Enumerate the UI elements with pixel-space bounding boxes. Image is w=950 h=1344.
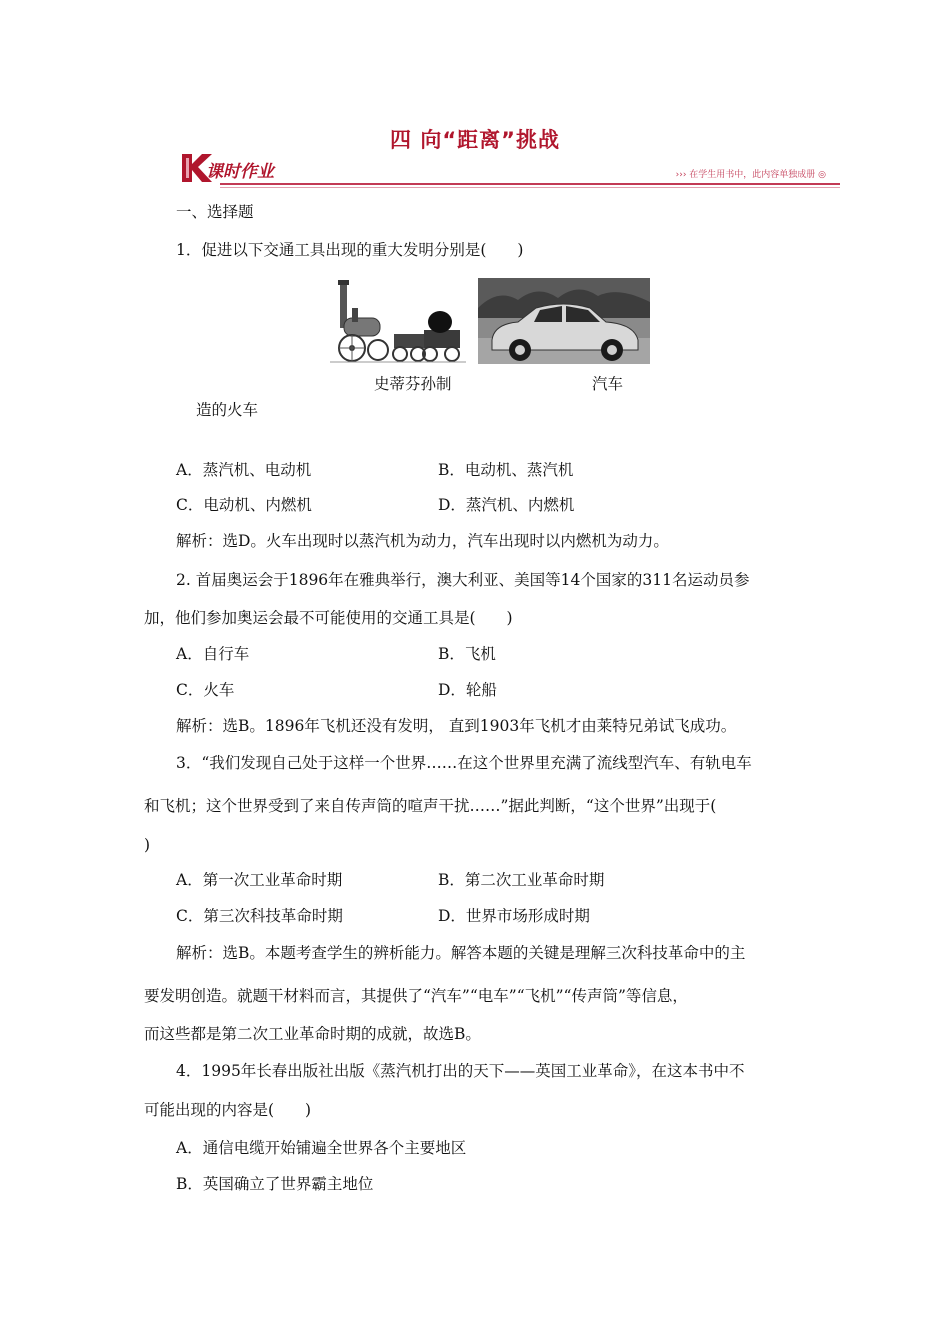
q1-option-b: B．电动机、蒸汽机 <box>438 461 574 479</box>
q4-option-a: A．通信电缆开始铺遍全世界各个主要地区 <box>176 1139 467 1157</box>
q2-option-a: A．自行车 <box>176 645 250 663</box>
q1-option-c: C．电动机、内燃机 <box>176 496 312 514</box>
page-title: 四 向“距离”挑战 <box>390 128 560 152</box>
train-caption-cont: 造的火车 <box>196 401 259 419</box>
q3-option-b: B．第二次工业革命时期 <box>438 871 605 889</box>
car-caption: 汽车 <box>592 375 624 393</box>
q1-option-a: A．蒸汽机、电动机 <box>176 461 312 479</box>
section-heading: 一、选择题 <box>176 203 254 221</box>
banner-rule <box>220 183 840 185</box>
steam-train-image <box>330 278 466 366</box>
q3-stem-line3: ) <box>144 836 151 854</box>
banner-label: 课时作业 <box>206 162 274 182</box>
q1-analysis: 解析：选D。火车出现时以蒸汽机为动力，汽车出现时以内燃机为动力。 <box>176 532 669 550</box>
q4-option-b: B．英国确立了世界霸主地位 <box>176 1175 374 1193</box>
banner-rule-thin <box>220 187 840 188</box>
q1-option-d: D．蒸汽机、内燃机 <box>438 496 575 514</box>
q3-analysis-line1: 解析：选B。本题考查学生的辨析能力。解答本题的关键是理解三次科技革命中的主 <box>176 944 746 962</box>
q2-option-b: B．飞机 <box>438 645 496 663</box>
banner-note: ››› 在学生用书中，此内容单独成册 ◎ <box>675 170 826 180</box>
q4-stem-line2: 可能出现的内容是( ) <box>144 1101 312 1119</box>
q3-stem-line1: 3．“我们发现自己处于这样一个世界……在这个世界里充满了流线型汽车、有轨电车 <box>176 754 752 772</box>
q3-option-d: D．世界市场形成时期 <box>438 907 590 925</box>
q3-analysis-line3: 而这些都是第二次工业革命时期的成就，故选B。 <box>144 1025 481 1043</box>
q2-stem-line2: 加，他们参加奥运会最不可能使用的交通工具是( ) <box>144 609 513 627</box>
q2-stem-line1: 2. 首届奥运会于1896年在雅典举行，澳大利亚、美国等14个国家的311名运动员参 <box>176 571 750 589</box>
q2-option-c: C．火车 <box>176 681 235 699</box>
q3-option-c: C．第三次科技革命时期 <box>176 907 343 925</box>
train-caption: 史蒂芬孙制 <box>374 375 452 393</box>
automobile-image <box>478 278 650 364</box>
q4-stem-line1: 4．1995年长春出版社出版《蒸汽机打出的天下——英国工业革命》，在这本书中不 <box>176 1062 745 1080</box>
q2-analysis: 解析：选B。1896年飞机还没有发明， 直到1903年飞机才由莱特兄弟试飞成功。 <box>176 717 737 735</box>
q1-stem: 1．促进以下交通工具出现的重大发明分别是( ) <box>176 241 524 259</box>
q2-option-d: D．轮船 <box>438 681 497 699</box>
lesson-banner <box>180 150 840 188</box>
q3-analysis-line2: 要发明创造。就题干材料而言，其提供了“汽车”“电车”“飞机”“传声筒”等信息， <box>144 987 688 1005</box>
q3-option-a: A．第一次工业革命时期 <box>176 871 343 889</box>
q3-stem-line2: 和飞机；这个世界受到了来自传声筒的喧声干扰……”据此判断，“这个世界”出现于( <box>144 797 717 815</box>
